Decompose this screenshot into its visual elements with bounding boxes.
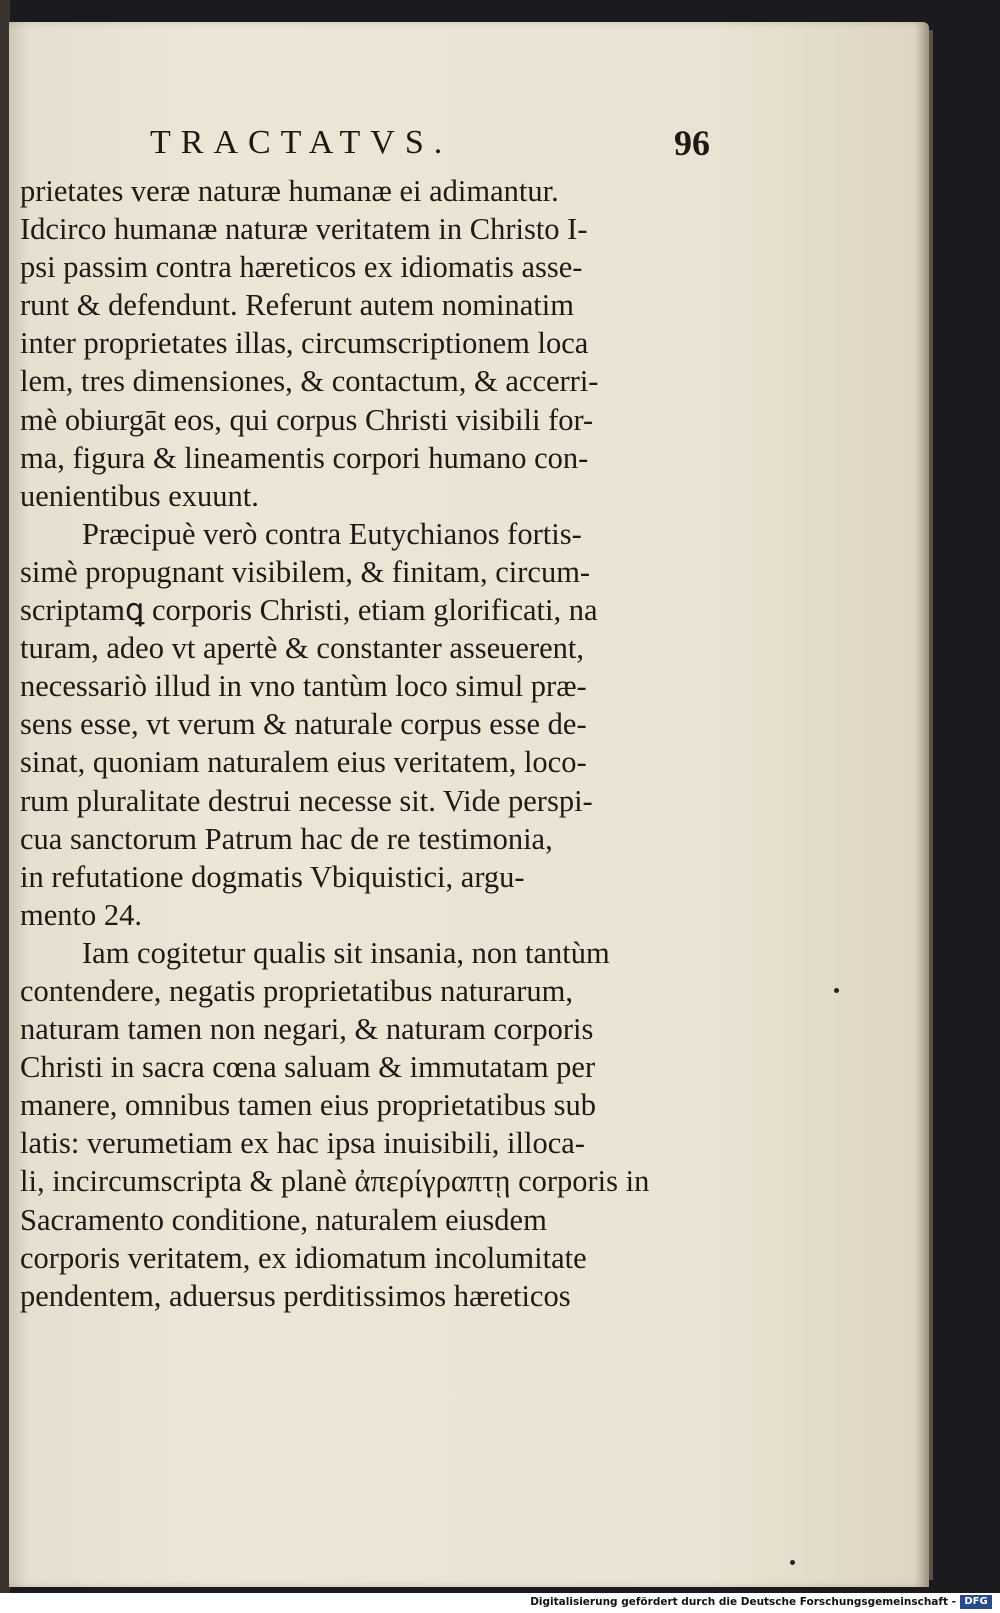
ink-speck: [834, 988, 839, 993]
running-title: TRACTATVS.: [150, 124, 453, 161]
text-line: contendere, negatis proprietatibus naturarum,: [20, 973, 574, 1008]
text-line: Sacramento conditione, naturalem eiusdem: [20, 1202, 547, 1237]
ink-speck: [790, 1560, 795, 1565]
text-line: sens esse, vt verum & naturale corpus esse de-: [20, 707, 587, 742]
text-line: rum pluralitate destrui necesse sit. Vide perspi-: [20, 783, 593, 818]
text-line: Idcirco humanæ naturæ veritatem in Christo I-: [20, 212, 588, 247]
text-line: mento 24.: [20, 897, 142, 932]
text-line: manere, omnibus tamen eius proprietatibus sub: [20, 1088, 596, 1123]
text-line: mè obiurgāt eos, qui corpus Christi visibili for-: [20, 402, 594, 437]
text-line: simè propugnant visibilem, & finitam, circum-: [20, 554, 591, 589]
body-text: [20, 172, 720, 1315]
dfg-logo: DFG: [960, 1595, 992, 1609]
text-line: turam, adeo vt apertè & constanter asseuerent,: [20, 631, 585, 666]
paragraph-first-line: Præcipuè verò contra Eutychianos fortis-: [82, 516, 582, 551]
text-line: Christi in sacra cœna saluam & immutatam per: [20, 1050, 596, 1085]
text-line: uenientibus exuunt.: [20, 478, 259, 513]
digitization-credit: Digitalisierung gefördert durch die Deutsche Forschungsgemeinschaft -: [530, 1596, 956, 1608]
text-line: lem, tres dimensiones, & contactum, & accerri-: [20, 364, 599, 399]
text-line: pendentem, aduersus perditissimos hæreticos: [20, 1278, 571, 1313]
text-line: runt & defendunt. Referunt autem nominatim: [20, 288, 574, 323]
text-line: sinat, quoniam naturalem eius veritatem, loco-: [20, 745, 587, 780]
text-line: inter proprietates illas, circumscriptionem loca: [20, 326, 589, 361]
text-line: ma, figura & lineamentis corpori humano con-: [20, 440, 589, 475]
page-number: 96: [674, 123, 710, 163]
text-line: cua sanctorum Patrum hac de re testimonia,: [20, 821, 553, 856]
text-line: psi passim contra hæreticos ex idiomatis asse-: [20, 250, 583, 285]
text-line: naturam tamen non negari, & naturam corporis: [20, 1012, 594, 1047]
text-line: in refutatione dogmatis Vbiquistici, argu-: [20, 859, 525, 894]
text-line: necessariò illud in vno tantùm loco simul præ-: [20, 669, 587, 704]
text-line: corporis veritatem, ex idiomatum incolumitate: [20, 1240, 587, 1275]
text-line: scriptamꝗ corporis Christi, etiam glorificati, na: [20, 593, 598, 628]
page-header: [150, 122, 710, 172]
text-line: li, incircumscripta & planè ἀπερίγραπτῃ corporis in: [20, 1164, 650, 1199]
text-line: latis: verumetiam ex hac ipsa inuisibili, illoca-: [20, 1126, 585, 1161]
text-line: prietates veræ naturæ humanæ ei adimantur.: [20, 174, 559, 208]
paragraph-first-line: Iam cogitetur qualis sit insania, non tantùm: [82, 935, 610, 970]
